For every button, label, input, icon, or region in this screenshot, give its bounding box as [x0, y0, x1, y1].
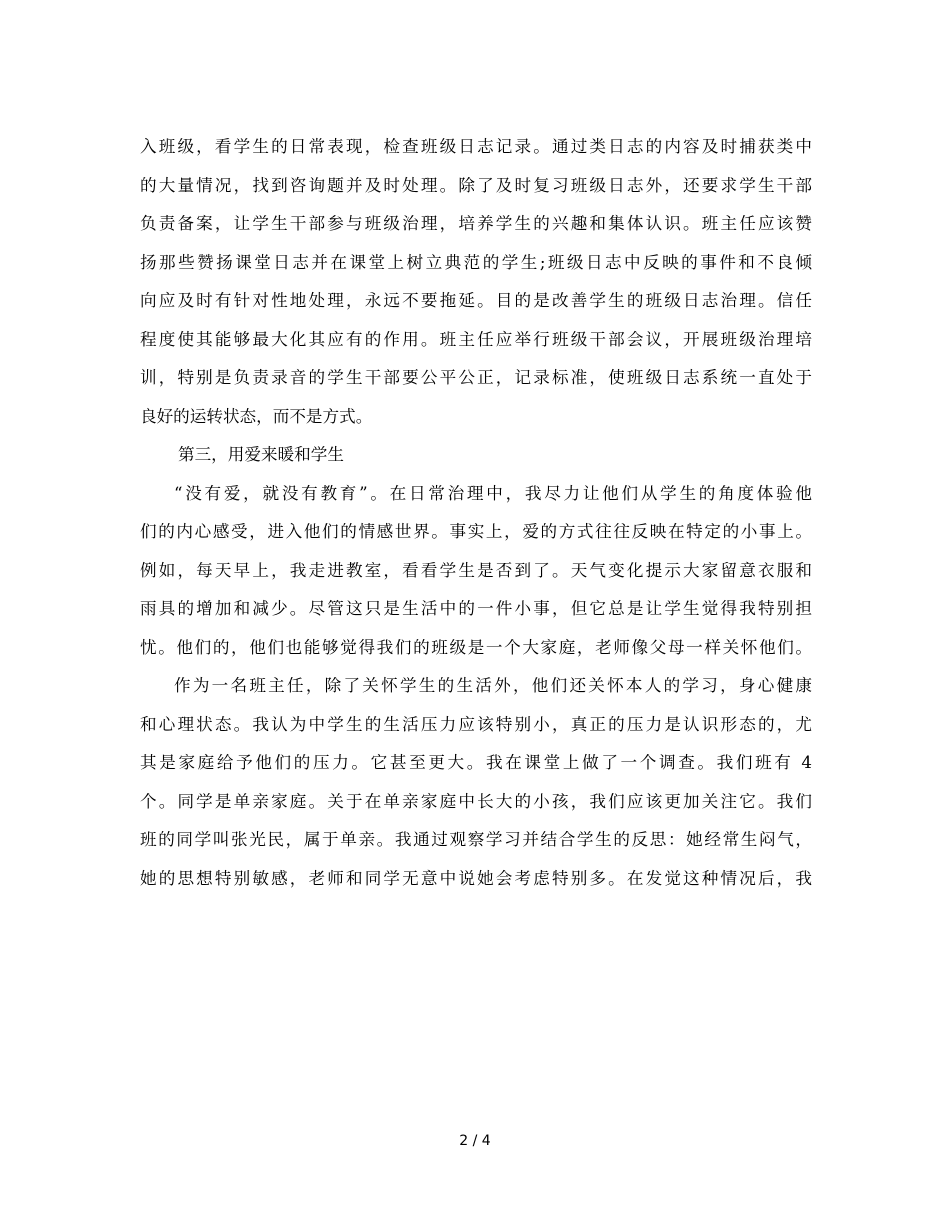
text-line: 良好的运转状态，而不是方式。	[140, 406, 373, 426]
text-line: 扬那些赞扬课堂日志并在课堂上树立典范的学生;班级日志中反映的事件和不良倾	[140, 252, 812, 272]
text-line: “没有爱，就没有教育”。在日常治理中，我尽力让他们从学生的角度体验他	[174, 483, 812, 503]
text-line: 的大量情况，找到咨询题并及时处理。除了及时复习班级日志外，还要求学生干部	[140, 175, 812, 195]
text-line: 程度使其能够最大化其应有的作用。班主任应举行班级干部会议，开展班级治理培	[140, 329, 812, 349]
text-line: 向应及时有针对性地处理，永远不要拖延。目的是改善学生的班级日志治理。信任	[140, 291, 812, 310]
paragraph-class-log	[140, 128, 812, 436]
text-line: 作为一名班主任，除了关怀学生的生活外，他们还关怀本人的学习，身心健康	[174, 676, 812, 695]
paragraph-head-teacher	[140, 667, 812, 898]
text-line: 雨具的增加和减少。尽管这只是生活中的一件小事，但它总是让学生觉得我特别担	[140, 599, 812, 618]
section-heading: 第三，用爱来暖和学生	[178, 445, 344, 464]
text-line: 她的思想特别敏感，老师和同学无意中说她会考虑特别多。在发觉这种情况后，我	[140, 868, 812, 888]
text-line: 其是家庭给予他们的压力。它甚至更大。我在课堂上做了一个调查。我们班有 4	[140, 753, 812, 772]
text-line: 和心理状态。我认为中学生的生活压力应该特别小，真正的压力是认识形态的，尤	[140, 714, 812, 734]
document-body	[140, 128, 812, 898]
text-line: 个。同学是单亲家庭。关于在单亲家庭中长大的小孩，我们应该更加关注它。我们	[140, 791, 812, 811]
text-line: 例如，每天早上，我走进教室，看看学生是否到了。天气变化提示大家留意衣服和	[140, 560, 812, 580]
text-line: 们的内心感受，进入他们的情感世界。事实上，爱的方式往往反映在特定的小事上。	[140, 522, 812, 541]
text-line: 入班级，看学生的日常表现，检查班级日志记录。通过类日志的内容及时捕获类中	[140, 137, 812, 156]
text-line: 训，特别是负责录音的学生干部要公平公正，记录标准，使班级日志系统一直处于	[140, 368, 812, 387]
paragraph-love-students	[140, 475, 812, 668]
text-line: 忧。他们的，他们也能够觉得我们的班级是一个大家庭，老师像父母一样关怀他们。	[140, 637, 812, 657]
text-line: 班的同学叫张光民，属于单亲。我通过观察学习并结合学生的反思：她经常生闷气，	[140, 830, 812, 849]
text-line: 负责备案，让学生干部参与班级治理，培养学生的兴趣和集体认识。班主任应该赞	[140, 214, 812, 233]
page-number: 2 / 4	[459, 1133, 491, 1149]
